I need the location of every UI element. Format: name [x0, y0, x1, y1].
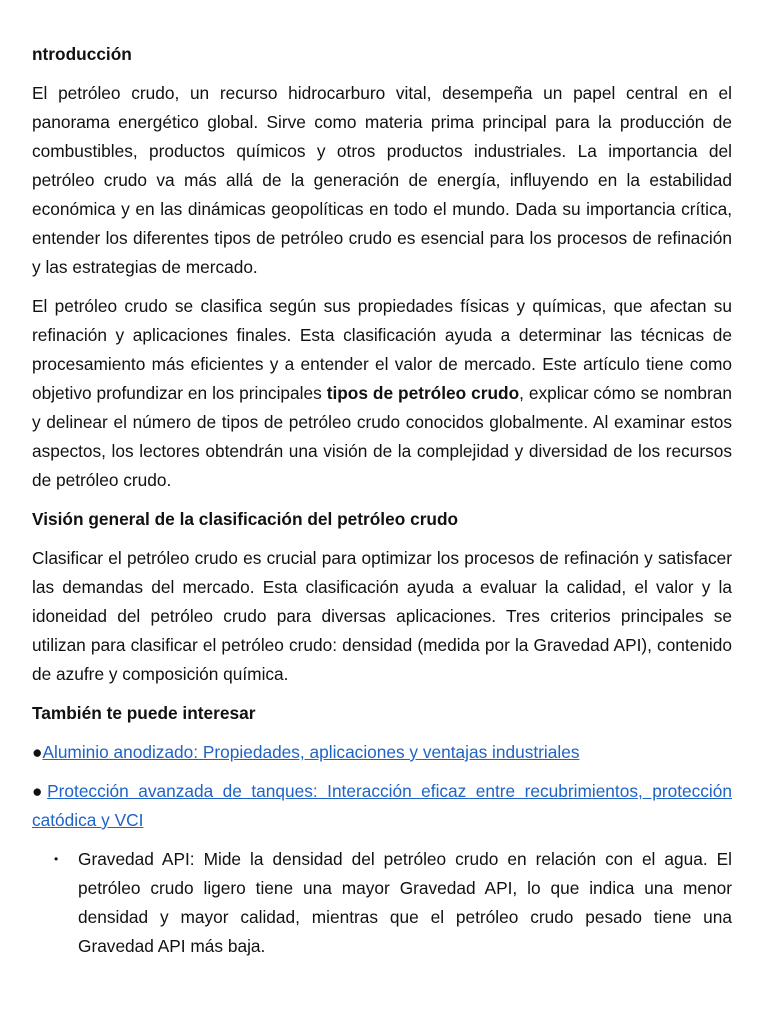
- related-link-aluminio[interactable]: Aluminio anodizado: Propiedades, aplicaciones y ventajas industriales: [42, 742, 580, 762]
- intro-paragraph-1: El petróleo crudo, un recurso hidrocarburo vital, desempeña un papel central en el panorama energético global. Sirve como materia prima principal para la producción de combustibles, productos químicos y otros productos industriales. La importancia del petróleo crudo va más allá de la generación de energía, influyendo en la estabilidad económica y en las dinámicas geopolíticas en todo el mundo. Dada su importancia crítica, entender los diferentes tipos de petróleo crudo es esencial para los procesos de refinación y las estrategias de mercado.: [32, 83, 732, 277]
- related-item-2: [32, 777, 732, 835]
- criteria-list: [32, 845, 732, 961]
- intro-paragraph-2-end: , explicar cómo se nombran y delinear el número de tipos de petróleo crudo conocidos globalmente. Al examinar estos aspectos, los lectores obtendrán una visión de la complejidad y diversidad de los recursos de petróleo crudo.: [32, 383, 733, 490]
- document-page: [32, 40, 732, 961]
- related-heading: También te puede interesar: [32, 703, 256, 723]
- overview-paragraph: Clasificar el petróleo crudo es crucial para optimizar los procesos de refinación y satisfacer las demandas del mercado. Esta clasificación ayuda a evaluar la calidad, el valor y la idoneidad del petróleo crudo para diversas aplicaciones. Tres criterios principales se utilizan para clasificar el petróleo crudo: densidad (medida por la Gravedad API), contenido de azufre y composición química.: [32, 548, 732, 684]
- intro-paragraph-2-bold: tipos de petróleo crudo: [326, 383, 520, 403]
- related-item-1: [32, 738, 732, 767]
- criteria-item-text: Gravedad API: Mide la densidad del petróleo crudo en relación con el agua. El petróleo crudo ligero tiene una mayor Gravedad API, lo que indica una menor densidad y mayor calidad, mientras que el petróleo crudo pesado tiene una Gravedad API más baja.: [78, 849, 732, 956]
- bullet-icon: ●: [32, 742, 43, 762]
- list-item: [54, 845, 732, 961]
- intro-paragraph-2: [32, 292, 732, 495]
- related-link-proteccion-tanques[interactable]: Protección avanzada de tanques: Interacción eficaz entre recubrimientos, protección catódica y VCI: [32, 781, 732, 830]
- intro-heading: ntroducción: [32, 44, 132, 64]
- intro-paragraph-2-start: El petróleo crudo se clasifica según sus propiedades físicas y químicas, que afectan su refinación y aplicaciones finales. Esta clasificación ayuda a determinar las técnicas de procesamiento más eficientes y a entender el valor de mercado. Este artículo tiene como objetivo profundizar en los principales: [32, 296, 732, 403]
- overview-heading: Visión general de la clasificación del petróleo crudo: [32, 509, 459, 529]
- list-bullet-icon: •: [54, 852, 59, 866]
- bullet-icon: ●: [32, 781, 48, 801]
